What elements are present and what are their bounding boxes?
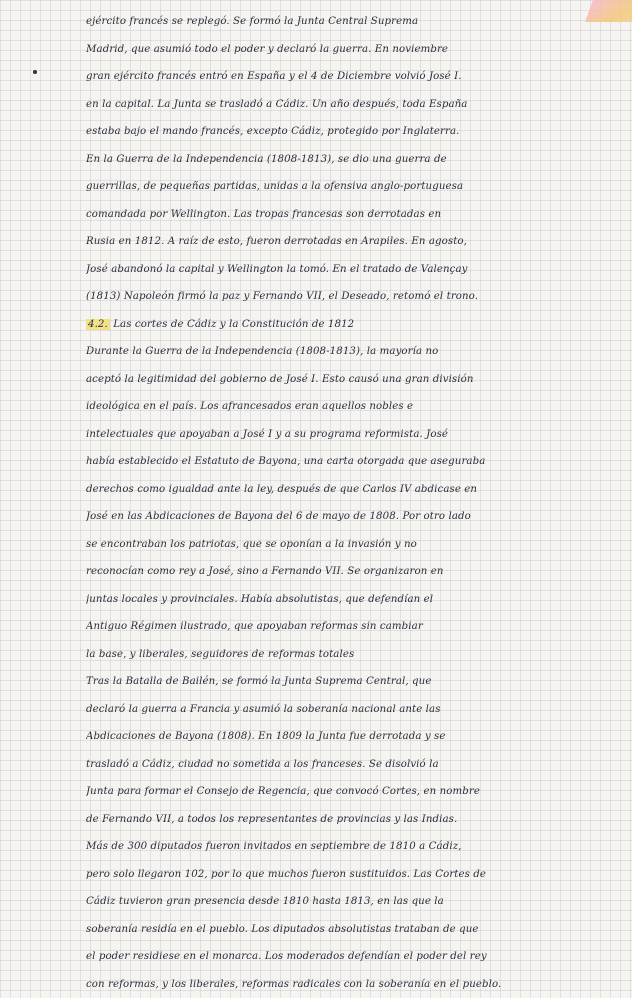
text-line: la base, y liberales, seguidores de reformas totales [86, 641, 618, 669]
text-line: pero solo llegaron 102, por lo que muchos fueron sustituidos. Las Cortes de [86, 861, 618, 889]
text-line: el poder residiese en el monarca. Los moderados defendían el poder del rey [86, 943, 618, 971]
text-line: estaba bajo el mando francés, excepto Cádiz, protegido por Inglaterra. [86, 118, 618, 146]
text-line: intelectuales que apoyaban a José I y a su programa reformista. José [86, 421, 618, 449]
text-line: (1813) Napoleón firmó la paz y Fernando VII, el Deseado, retomó el trono. [86, 283, 618, 311]
text-line: José abandonó la capital y Wellington la tomó. En el tratado de Valençay [86, 256, 618, 284]
handwritten-page [86, 8, 618, 998]
text-line: Más de 300 diputados fueron invitados en septiembre de 1810 a Cádiz, [86, 833, 618, 861]
text-line: Durante la Guerra de la Independencia (1808-1813), la mayoría no [86, 338, 618, 366]
text-line: comandada por Wellington. Las tropas francesas son derrotadas en [86, 201, 618, 229]
heading-text: Las cortes de Cádiz y la Constitución de 1812 [113, 319, 354, 330]
margin-dot [33, 70, 37, 74]
text-line: Cádiz tuvieron gran presencia desde 1810 hasta 1813, en las que la [86, 888, 618, 916]
text-line: trasladó a Cádiz, ciudad no sometida a los franceses. Se disolvió la [86, 751, 618, 779]
text-line: José en las Abdicaciones de Bayona del 6 de mayo de 1808. Por otro lado [86, 503, 618, 531]
text-line: aceptó la legitimidad del gobierno de José I. Esto causó una gran división [86, 366, 618, 394]
text-line: Abdicaciones de Bayona (1808). En 1809 la Junta fue derrotada y se [86, 723, 618, 751]
text-line: Junta para formar el Consejo de Regencia, que convocó Cortes, en nombre [86, 778, 618, 806]
text-line: de Fernando VII, a todos los representantes de provincias y las Indias. [86, 806, 618, 834]
text-line: Rusia en 1812. A raíz de esto, fueron derrotadas en Arapiles. En agosto, [86, 228, 618, 256]
text-line: Madrid, que asumió todo el poder y declaró la guerra. En noviembre [86, 36, 618, 64]
text-line: en la capital. La Junta se trasladó a Cádiz. Un año después, toda España [86, 91, 618, 119]
text-line: gran ejército francés entró en España y el 4 de Diciembre volvió José I. [86, 63, 618, 91]
text-line: soberanía residía en el pueblo. Los diputados absolutistas trataban de que [86, 916, 618, 944]
text-line: derechos como igualdad ante la ley, después de que Carlos IV abdicase en [86, 476, 618, 504]
section-heading [86, 311, 618, 339]
text-line: ejército francés se replegó. Se formó la Junta Central Suprema [86, 8, 618, 36]
text-line: Tras la Batalla de Bailén, se formó la Junta Suprema Central, que [86, 668, 618, 696]
text-line: con reformas, y los liberales, reformas radicales con la soberanía en el pueblo. [86, 971, 618, 998]
text-line: ideológica en el país. Los afrancesados eran aquellos nobles e [86, 393, 618, 421]
heading-number: 4.2. [86, 319, 110, 330]
text-line: había establecido el Estatuto de Bayona, una carta otorgada que aseguraba [86, 448, 618, 476]
text-line: se encontraban los patriotas, que se oponían a la invasión y no [86, 531, 618, 559]
text-line: Antiguo Régimen ilustrado, que apoyaban reformas sin cambiar [86, 613, 618, 641]
text-line: En la Guerra de la Independencia (1808-1813), se dio una guerra de [86, 146, 618, 174]
text-line: juntas locales y provinciales. Había absolutistas, que defendían el [86, 586, 618, 614]
text-line: reconocían como rey a José, sino a Fernando VII. Se organizaron en [86, 558, 618, 586]
text-line: declaró la guerra a Francia y asumió la soberanía nacional ante las [86, 696, 618, 724]
text-line: guerrillas, de pequeñas partidas, unidas a la ofensiva anglo-portuguesa [86, 173, 618, 201]
